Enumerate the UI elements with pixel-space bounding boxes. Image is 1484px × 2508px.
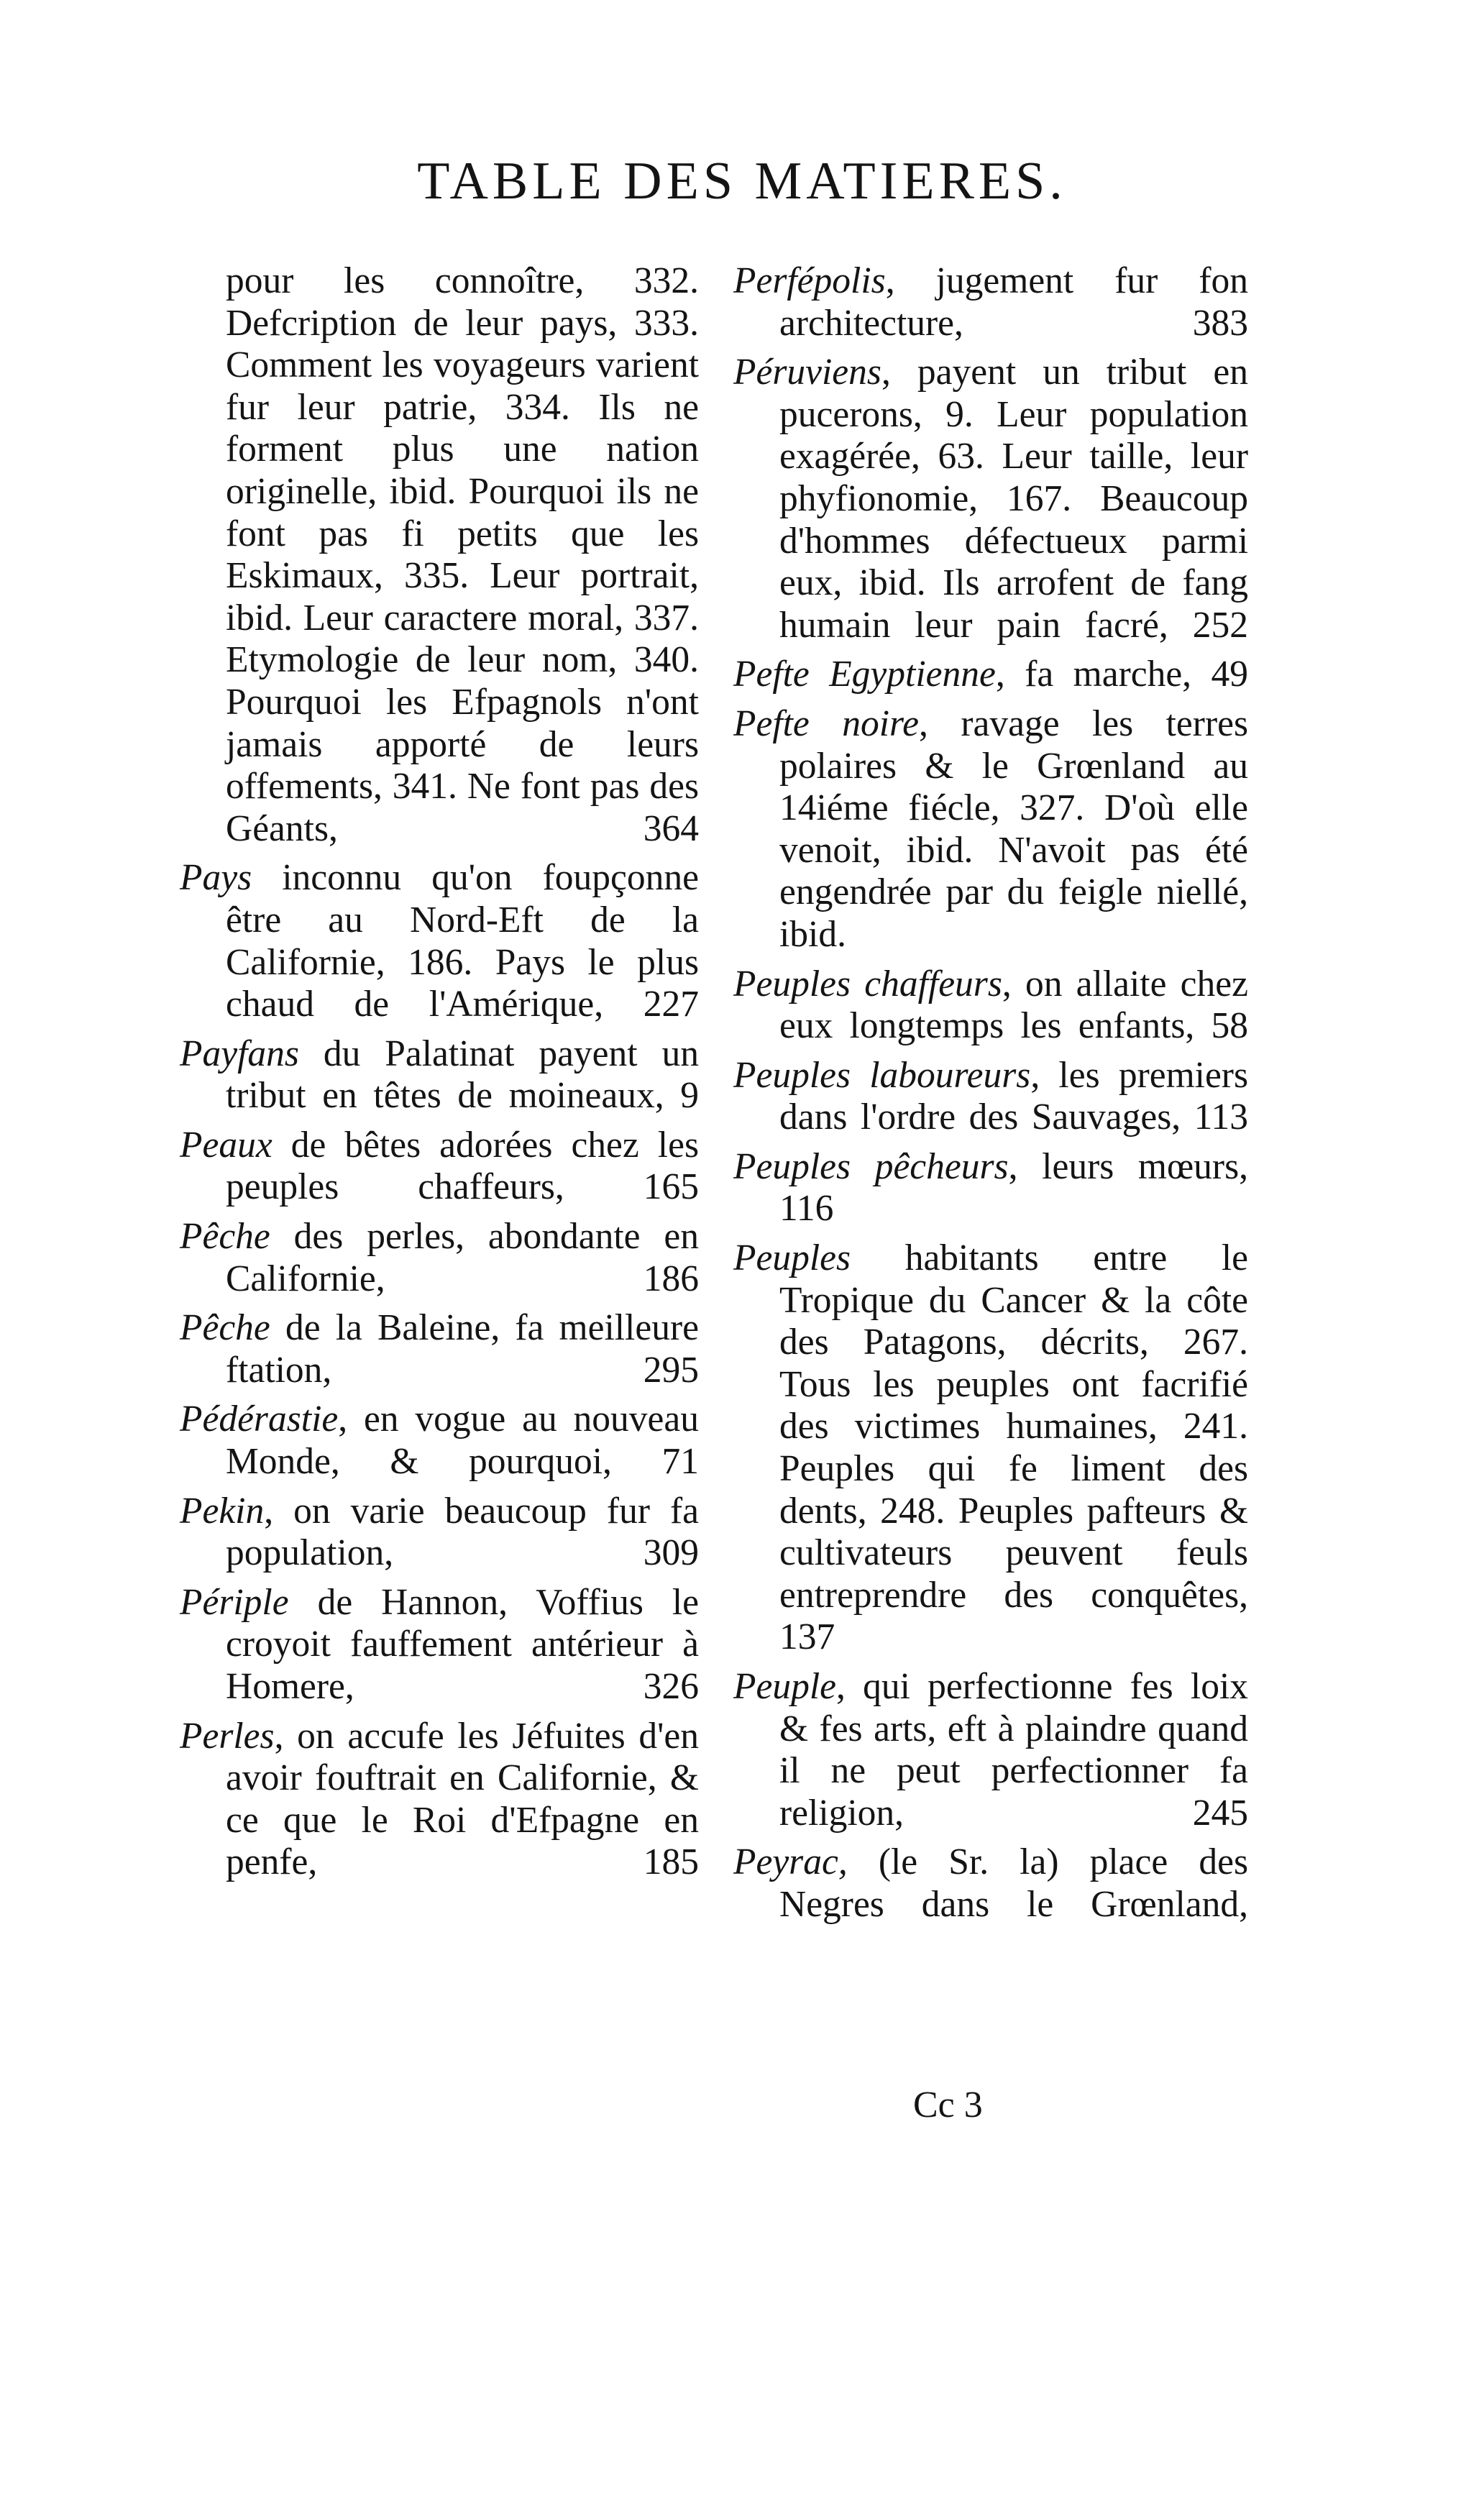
index-term: Perfépolis xyxy=(733,260,886,301)
index-entry xyxy=(180,1033,699,1117)
index-column-left xyxy=(180,260,699,1884)
index-entry xyxy=(180,1399,699,1483)
index-text: , en vogue au nouveau Monde, & pourquoi, 71 xyxy=(226,1399,699,1483)
index-entry xyxy=(733,654,1248,696)
index-text: du Palatinat payent un tribut en têtes de moineaux, 9 xyxy=(226,1033,699,1117)
index-text: , on allaite chez eux longtemps les enfants, 58 xyxy=(779,963,1248,1047)
index-text: , leurs mœurs, 116 xyxy=(779,1145,1248,1230)
index-term: Peuple xyxy=(733,1666,836,1707)
index-text: , ravage les terres polaires & le Grœnland au 14iéme fiécle, 327. D'où elle venoit, ibid. N'avoit pas été engendrée par du feigle niellé, ibid. xyxy=(779,702,1248,955)
index-term: Pêche xyxy=(180,1216,270,1258)
index-entry xyxy=(180,1582,699,1708)
index-entry xyxy=(733,964,1248,1048)
index-text: , on accufe les Jéfuites d'en avoir fouftrait en Californie, & ce que le Roi d'Efpagne en penfe, 185 xyxy=(226,1715,699,1883)
index-entry xyxy=(733,260,1248,344)
index-text: de Hannon, Voffius le croyoit fauffement antérieur à Homere, 326 xyxy=(226,1581,699,1707)
index-term: Peuples xyxy=(733,1237,851,1279)
index-entry xyxy=(180,260,699,850)
index-text: , les premiers dans l'ordre des Sauvages, 113 xyxy=(779,1054,1249,1138)
index-term: Peuples chaffeurs xyxy=(733,963,1002,1004)
index-term: Pêche xyxy=(180,1307,270,1349)
index-text: , jugement fur fon architecture, 383 xyxy=(779,260,1248,344)
index-term: Péruviens xyxy=(733,352,881,393)
index-term: Peaux xyxy=(180,1124,272,1166)
page-title: TABLE DES MATIERES. xyxy=(417,152,1067,211)
index-term: Peyrac, xyxy=(733,1841,848,1883)
index-text: de la Baleine, fa meilleure ftation, 295 xyxy=(226,1307,699,1391)
index-entry xyxy=(180,1125,699,1209)
index-term: Pédérastie xyxy=(180,1399,339,1440)
index-text: inconnu qu'on foupçonne être au Nord-Eft de la Californie, 186. Pays le plus chaud de l'Amérique, 227 xyxy=(226,857,699,1025)
index-term: Pekin xyxy=(180,1490,265,1532)
index-entry xyxy=(733,1666,1248,1834)
catchword: Cc 3 xyxy=(913,2084,983,2125)
index-text: de bêtes adorées chez les peuples chaffeurs, 165 xyxy=(226,1124,699,1208)
index-entry xyxy=(180,857,699,1025)
index-entry xyxy=(733,1237,1248,1659)
index-text: (le Sr. la) place des Negres dans le Grœnland, xyxy=(779,1841,1248,1925)
index-text: habitants entre le Tropique du Cancer & la côte des Patagons, décrits, 267. Tous les peuples ont facrifié des victimes humaines, 241. Peuples qui fe liment des dents, 248. Peuples pafteurs & cultivateurs peuvent feuls entreprendre des conquêtes, 137 xyxy=(779,1237,1249,1658)
index-entry xyxy=(733,703,1248,956)
index-text: , fa marche, 49 xyxy=(995,654,1248,695)
index-text: , payent un tribut en pucerons, 9. Leur population exagérée, 63. Leur taille, leur phyfionomie, 167. Beaucoup d'hommes défectueux parmi eux, ibid. Ils arrofent de fang humain leur pain facré, 252 xyxy=(779,352,1248,646)
index-entry xyxy=(733,1841,1248,1926)
index-term: Perles xyxy=(180,1715,275,1757)
index-text: des perles, abondante en Californie, 186 xyxy=(226,1216,700,1299)
index-entry xyxy=(733,1055,1248,1139)
index-text: , on varie beaucoup fur fa population, 309 xyxy=(226,1490,699,1574)
index-entry xyxy=(180,1716,699,1884)
index-entry xyxy=(180,1216,699,1300)
index-term: Pefte Egyptienne xyxy=(733,654,996,695)
index-text: pour les connoître, 332. Defcription de leur pays, 333. Comment les voyageurs varient fur leur patrie, 334. Ils ne forment plus une nation originelle, ibid. Pourquoi ils ne font pas fi petits que les Eskimaux, 335. Leur portrait, ibid. Leur caractere moral, 337. Etymologie de leur nom, 340. Pourquoi les Efpagnols n'ont jamais apporté de leurs offements, 341. Ne font pas des Géants, 364 xyxy=(226,260,699,849)
index-term: Périple xyxy=(180,1581,289,1623)
index-entry xyxy=(733,352,1248,646)
index-text: , qui perfectionne fes loix & fes arts, eft à plaindre quand il ne peut perfectionner fa religion, 245 xyxy=(779,1666,1248,1834)
index-term: Peuples pêcheurs xyxy=(733,1145,1009,1187)
index-column-right xyxy=(733,260,1248,1926)
index-term: Pays xyxy=(180,857,252,899)
index-term: Pefte noire xyxy=(733,702,920,744)
index-entry xyxy=(180,1491,699,1575)
index-term: Peuples laboureurs xyxy=(733,1054,1031,1096)
index-entry xyxy=(733,1146,1248,1230)
index-entry xyxy=(180,1307,699,1391)
index-term: Payfans xyxy=(180,1033,299,1074)
